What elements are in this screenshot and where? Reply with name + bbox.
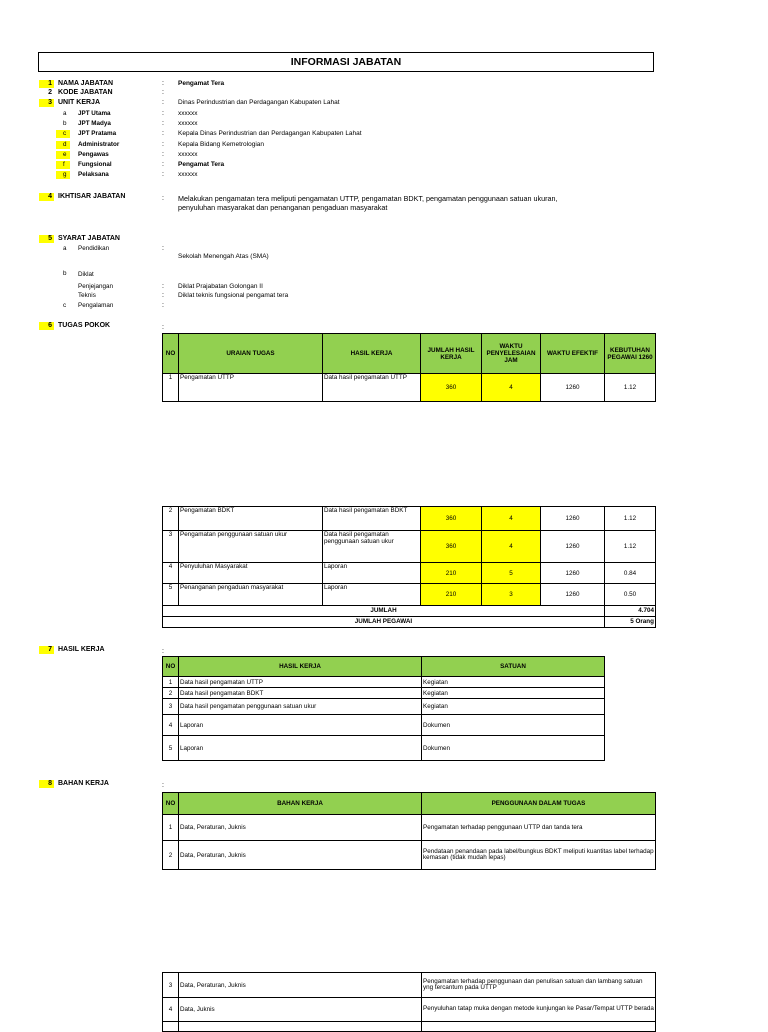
section-label-unit-kerja: UNIT KERJA [58, 99, 101, 106]
unit-item-letter: e [56, 151, 70, 159]
row-uraian: Pengamatan penggunaan satuan ukur [179, 531, 323, 563]
colon: : [162, 80, 164, 87]
colon: : [162, 283, 164, 290]
row-no: 3 [163, 699, 179, 715]
row-no: 2 [163, 688, 179, 699]
syarat-penjejangan-value: Diklat Prajabatan Golongan II [178, 283, 263, 290]
row-satuan: Kegiatan [422, 688, 605, 699]
col-no: NO [163, 334, 179, 374]
section-label-bahan-kerja: BAHAN KERJA [58, 780, 109, 787]
row-no: 5 [163, 736, 179, 761]
col-waktu-efektif: WAKTU EFEKTIF [541, 334, 605, 374]
syarat-teknis-value: Diklat teknis fungsional pengamat tera [178, 292, 289, 299]
col-kebutuhan-pegawai: KEBUTUHAN PEGAWAI 1260 [605, 334, 656, 374]
row-kebutuhan: 1.12 [605, 374, 656, 402]
unit-item-label: JPT Pratama [78, 130, 117, 137]
row-satuan: Dokumen [422, 736, 605, 761]
row-no: 1 [163, 677, 179, 688]
row-waktu: 4 [482, 374, 541, 402]
colon: : [162, 292, 164, 299]
colon: : [162, 171, 164, 178]
row-satuan: Kegiatan [422, 699, 605, 715]
unit-item-letter: c [56, 130, 70, 138]
col-no: NO [163, 793, 179, 815]
section-number-1: 1 [39, 80, 54, 88]
row-uraian: Penanganan pengaduan masyarakat [179, 584, 323, 606]
ikhtisar-line-1: Melakukan pengamatan tera meliputi pengamatan UTTP, pengamatan BDKT, pengamatan penggunaan satuan ukuran, [178, 194, 558, 203]
unit-item-letter: d [56, 141, 70, 149]
section-label-nama-jabatan: NAMA JABATAN [58, 80, 114, 87]
row-waktu: 3 [482, 584, 541, 606]
table-row [163, 998, 656, 1022]
unit-item-label: JPT Utama [78, 110, 111, 117]
row-hasil: Laporan [323, 584, 421, 606]
section-label-syarat: SYARAT JABATAN [58, 235, 120, 242]
row-uraian: Penyuluhan Masyarakat [179, 563, 323, 584]
unit-item-label: Pelaksana [78, 171, 109, 178]
table-row [163, 688, 605, 699]
ikhtisar-line-2: penyuluhan masyarakat dan penanganan pengaduan masyarakat [178, 203, 388, 212]
colon: : [162, 161, 164, 168]
col-bahan-kerja: BAHAN KERJA [179, 793, 422, 815]
row-efektif: 1260 [541, 584, 605, 606]
colon: : [162, 324, 164, 331]
jumlah-pegawai-value: 5 Orang [605, 617, 656, 628]
colon: : [162, 245, 164, 252]
section-number-4: 4 [39, 193, 54, 201]
row-penggunaan: Penyuluhan tatap muka dengan metode kunjungan ke Pasar/Tempat UTTP berada [422, 998, 656, 1022]
unit-item-value: xxxxxx [178, 171, 198, 178]
row-uraian: Pengamatan BDKT [179, 507, 323, 531]
col-hasil-kerja: HASIL KERJA [179, 657, 422, 677]
unit-item-value: Kepala Bidang Kemetrologian [178, 141, 265, 148]
tugas-table-header [162, 333, 656, 402]
row-waktu: 5 [482, 563, 541, 584]
table-row [163, 715, 605, 736]
jumlah-label: JUMLAH [163, 606, 605, 617]
section-label-kode-jabatan: KODE JABATAN [58, 89, 113, 96]
unit-item-value: xxxxxx [178, 120, 198, 127]
table-row [163, 584, 656, 606]
unit-item-value: Pengamat Tera [178, 161, 225, 168]
row-kebutuhan: 0.84 [605, 563, 656, 584]
section-label-tugas-pokok: TUGAS POKOK [58, 322, 111, 329]
row-bahan: Data, Peraturan, Juknis [179, 841, 422, 870]
table-row [163, 815, 656, 841]
row-hasil: Laporan [179, 715, 422, 736]
colon: : [162, 99, 164, 106]
row-no: 4 [163, 715, 179, 736]
row-hasil: Data hasil pengamatan BDKT [323, 507, 421, 531]
table-row [163, 563, 656, 584]
row-jumlah: 210 [421, 584, 482, 606]
row-waktu: 4 [482, 507, 541, 531]
colon: : [162, 782, 164, 789]
syarat-teknis-label: Teknis [78, 292, 96, 299]
row-no: 1 [163, 815, 179, 841]
row-no: 4 [163, 998, 179, 1022]
col-uraian-tugas: URAIAN TUGAS [179, 334, 323, 374]
colon: : [162, 89, 164, 96]
syarat-letter-a: a [63, 245, 67, 252]
row-hasil: Data hasil pengamatan penggunaan satuan ukur [323, 531, 421, 563]
unit-item-letter: f [56, 161, 70, 169]
unit-item-value: xxxxxx [178, 151, 198, 158]
unit-item-label: JPT Madya [78, 120, 111, 127]
unit-item-letter: b [63, 120, 67, 127]
row-kebutuhan: 1.12 [605, 531, 656, 563]
col-waktu-penyelesaian: WAKTU PENYELESAIAN JAM [482, 334, 541, 374]
row-efektif: 1260 [541, 531, 605, 563]
colon: : [162, 302, 164, 309]
row-hasil: Data hasil pengamatan BDKT [179, 688, 422, 699]
jumlah-row [163, 606, 656, 617]
table-row [163, 699, 605, 715]
row-no: 5 [163, 584, 179, 606]
row-no: 3 [163, 973, 179, 998]
syarat-penjejangan-label: Penjejangan [78, 283, 114, 290]
row-uraian: Pengamatan UTTP [179, 374, 323, 402]
row-penggunaan: Pendataan penandaan pada label/bungkus BDKT meliputi kuantitas label terhadap kemasan (tidak mudah lepas) [422, 841, 656, 870]
row-jumlah: 360 [421, 374, 482, 402]
colon: : [162, 151, 164, 158]
colon: : [162, 648, 164, 655]
row-hasil: Laporan [323, 563, 421, 584]
jumlah-pegawai-label: JUMLAH PEGAWAI [163, 617, 605, 628]
row-no: 2 [163, 841, 179, 870]
bahan-kerja-table [162, 792, 656, 870]
row-bahan: Data, Peraturan, Juknis [179, 815, 422, 841]
syarat-letter-b: b [63, 270, 67, 277]
colon: : [162, 110, 164, 117]
nama-jabatan-value: Pengamat Tera [178, 80, 225, 87]
table-row [163, 973, 656, 998]
row-bahan: Data, Juknis [179, 998, 422, 1022]
unit-item-label: Pengawas [78, 151, 109, 158]
syarat-letter-c: c [63, 302, 67, 309]
row-kebutuhan: 1.12 [605, 507, 656, 531]
colon: : [162, 195, 164, 202]
unit-item-label: Administrator [78, 141, 120, 148]
col-penggunaan: PENGGUNAAN DALAM TUGAS [422, 793, 656, 815]
colon: : [162, 130, 164, 137]
table-row [163, 1022, 656, 1032]
row-efektif: 1260 [541, 563, 605, 584]
section-label-ikhtisar: IKHTISAR JABATAN [58, 193, 126, 200]
row-no: 3 [163, 531, 179, 563]
table-row [163, 531, 656, 563]
section-label-hasil-kerja: HASIL KERJA [58, 646, 105, 653]
row-jumlah: 360 [421, 507, 482, 531]
row-hasil: Data hasil pengamatan UTTP [179, 677, 422, 688]
unit-item-value: Kepala Dinas Perindustrian dan Perdagangan Kabupaten Lahat [178, 130, 362, 137]
row-waktu: 4 [482, 531, 541, 563]
row-no: 1 [163, 374, 179, 402]
syarat-pendidikan-label: Pendidikan [78, 245, 110, 252]
row-bahan: Data, Peraturan, Juknis [179, 973, 422, 998]
col-no: NO [163, 657, 179, 677]
row-jumlah: 360 [421, 531, 482, 563]
jumlah-pegawai-row [163, 617, 656, 628]
colon: : [162, 120, 164, 127]
row-penggunaan: Pengamatan terhadap penggunaan UTTP dan tanda tera [422, 815, 656, 841]
section-number-5: 5 [39, 235, 54, 243]
tugas-table-continued [162, 506, 656, 628]
row-hasil: Laporan [179, 736, 422, 761]
row-penggunaan: Pengamatan terhadap penggunaan dan penulisan satuan dan lambang satuan yng tercantum pada UTTP [422, 973, 656, 998]
row-hasil: Data hasil pengamatan penggunaan satuan ukur [179, 699, 422, 715]
syarat-diklat-label: Diklat [78, 271, 94, 278]
col-hasil-kerja: HASIL KERJA [323, 334, 421, 374]
row-efektif: 1260 [541, 374, 605, 402]
table-row [163, 677, 605, 688]
table-row [163, 507, 656, 531]
table-row [163, 374, 656, 402]
row-no: 2 [163, 507, 179, 531]
colon: : [162, 141, 164, 148]
section-number-3: 3 [39, 99, 54, 107]
section-number-7: 7 [39, 646, 54, 654]
row-no: 4 [163, 563, 179, 584]
hasil-kerja-table [162, 656, 605, 761]
bahan-kerja-table-continued [162, 972, 656, 1032]
page-title: INFORMASI JABATAN [38, 52, 654, 72]
col-satuan: SATUAN [422, 657, 605, 677]
row-jumlah: 210 [421, 563, 482, 584]
unit-item-value: xxxxxx [178, 110, 198, 117]
col-jumlah-hasil: JUMLAH HASIL KERJA [421, 334, 482, 374]
unit-kerja-value: Dinas Perindustrian dan Perdagangan Kabupaten Lahat [178, 99, 340, 106]
row-kebutuhan: 0.50 [605, 584, 656, 606]
row-satuan: Kegiatan [422, 677, 605, 688]
row-efektif: 1260 [541, 507, 605, 531]
unit-item-letter: a [63, 110, 67, 117]
syarat-pendidikan-value: Sekolah Menengah Atas (SMA) [178, 253, 269, 260]
syarat-pengalaman-label: Pengalaman [78, 302, 114, 309]
table-row [163, 736, 605, 761]
table-row [163, 841, 656, 870]
section-number-6: 6 [39, 322, 54, 330]
section-number-2: 2 [48, 89, 52, 96]
jumlah-value: 4.704 [605, 606, 656, 617]
row-hasil: Data hasil pengamatan UTTP [323, 374, 421, 402]
row-satuan: Dokumen [422, 715, 605, 736]
unit-item-letter: g [56, 171, 70, 179]
unit-item-label: Fungsional [78, 161, 112, 168]
section-number-8: 8 [39, 780, 54, 788]
